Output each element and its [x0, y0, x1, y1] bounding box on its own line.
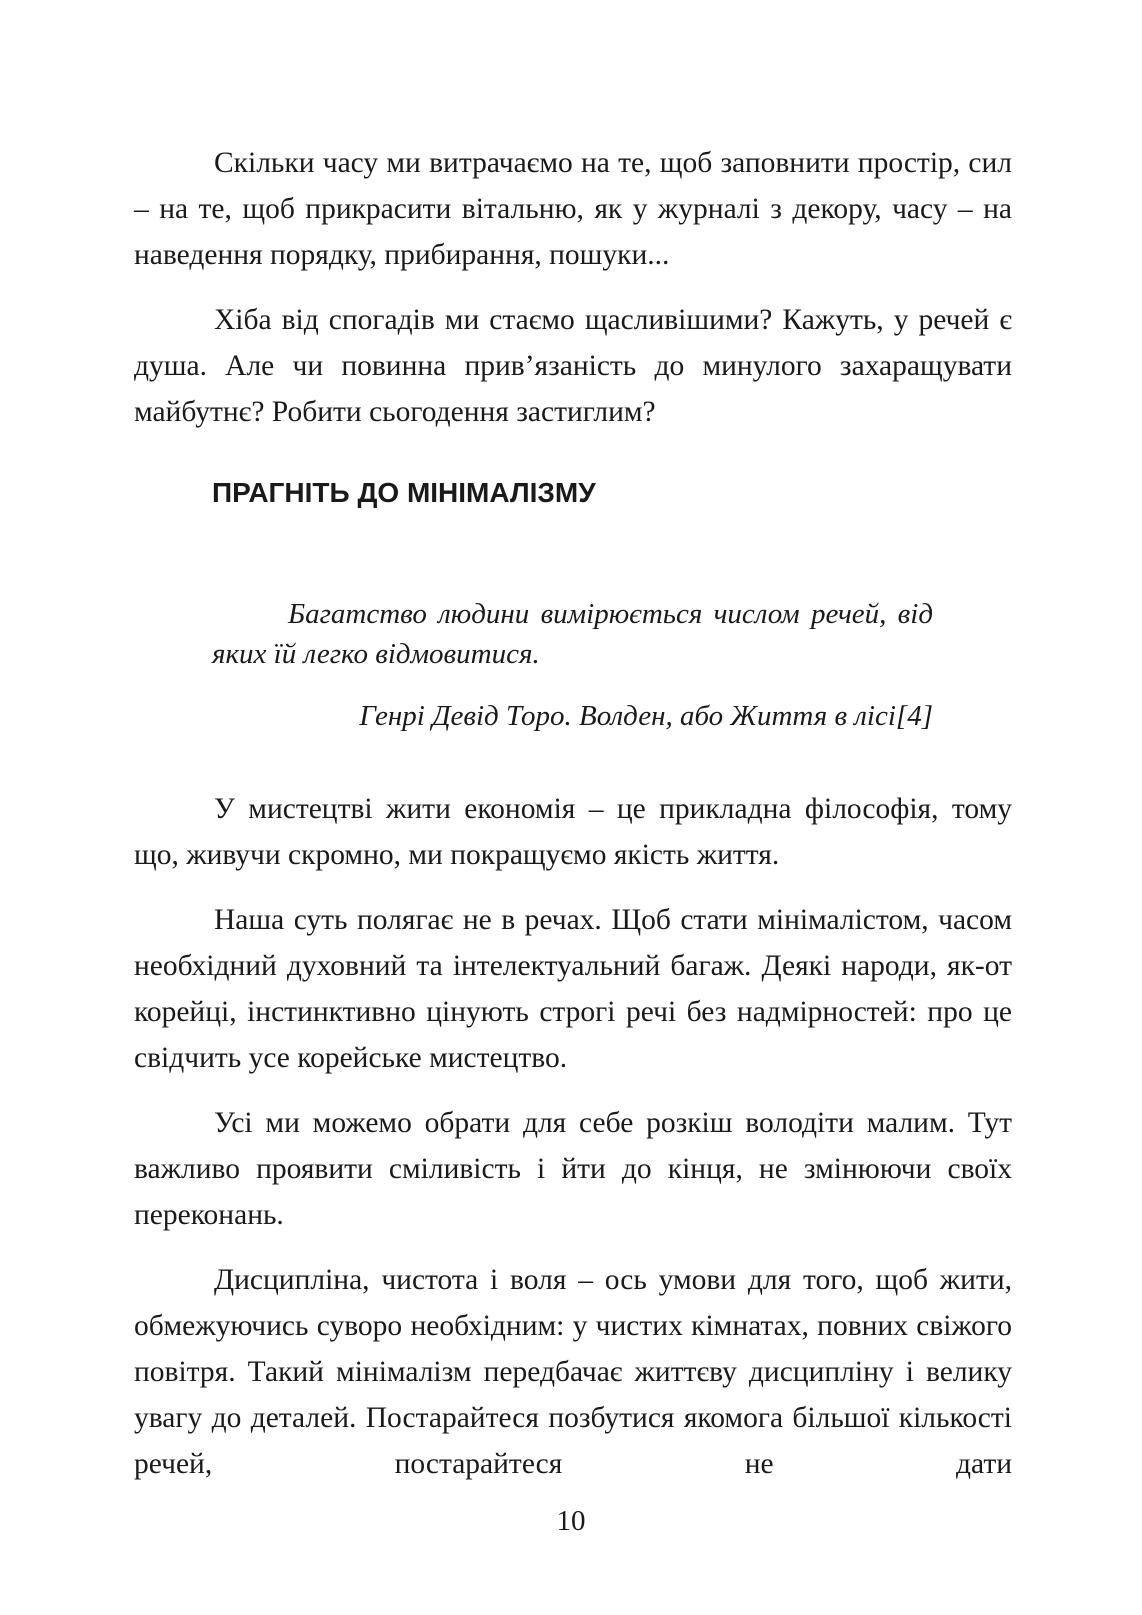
paragraph: Дисципліна, чистота і воля – ось умови для того, щоб жити, обмежуючись суворо необхідним: у чистих кімнатах, повних свіжого повітря. Такий мінімалізм передбачає життєву дисципліну і велику увагу до деталей. Постарайтеся позбутися якомога більшої кількості речей, постарайтеся не дати	[134, 1264, 1012, 1480]
section-text-block	[134, 786, 1012, 1506]
intro-text-block	[134, 140, 1012, 454]
page-number: 10	[556, 1505, 586, 1537]
paragraph: Скільки часу ми витрачаємо на те, щоб заповнити простір, сил – на те, щоб прикрасити вітальню, як у журналі з декору, часу – на наведення порядку, прибирання, пошуки...	[134, 147, 1012, 271]
epigraph-source: Генрі Девід Торо. Волден, або Життя в лісі[4]	[359, 700, 933, 732]
paragraph: Усі ми можемо обрати для себе розкіш володіти малим. Тут важливо проявити сміливість і йти до кінця, не змінюючи своїх переконань.	[134, 1107, 1012, 1231]
epigraph	[212, 594, 933, 736]
paragraph: У мистецтві жити економія – це прикладна філософія, тому що, живучи скромно, ми покращуємо якість життя.	[134, 793, 1012, 871]
section-heading: ПРАГНІТЬ ДО МІНІМАЛІЗМУ	[212, 477, 596, 508]
paragraph: Хіба від спогадів ми стаємо щасливішими? Кажуть, у речей є душа. Але чи повинна прив’язаність до минулого захаращувати майбутнє? Робити сьогодення застиглим?	[134, 304, 1012, 428]
epigraph-quote: Багатство людини вимірюється числом речей, від яких їй легко відмовитися.	[212, 598, 933, 670]
paragraph: Наша суть полягає не в речах. Щоб стати мінімалістом, часом необхідний духовний та інтелектуальний багаж. Деякі народи, як-от корейці, інстинктивно цінують строгі речі без надмірностей: про це свідчить усе корейське мистецтво.	[134, 904, 1012, 1074]
